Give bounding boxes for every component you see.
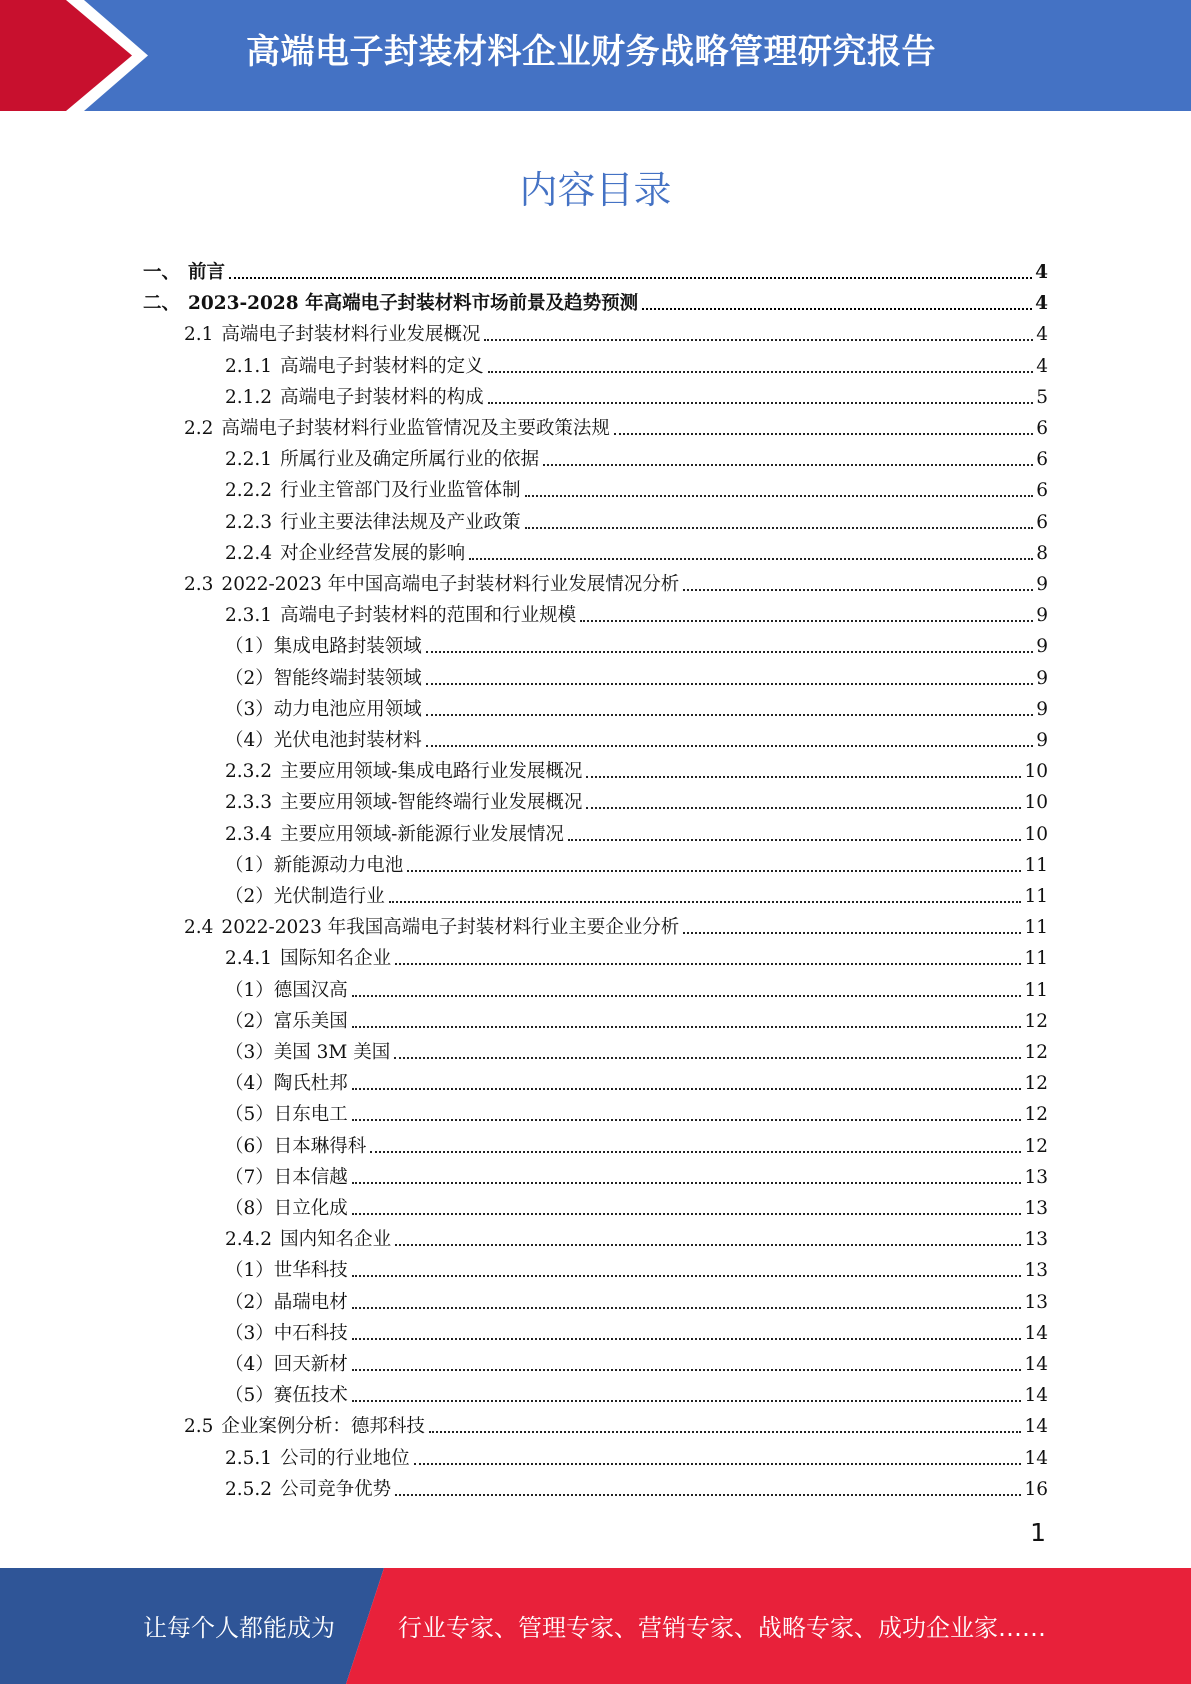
chevron-logo-icon [0, 0, 160, 111]
toc-entry-page: 10 [1024, 761, 1048, 783]
toc-leader-dots [683, 589, 1033, 591]
toc-entry-page: 14 [1024, 1385, 1048, 1407]
toc-entry-number: 2.4.1 [225, 948, 273, 970]
toc-entry-title: 行业主管部门及行业监管体制 [280, 480, 521, 502]
footer-slogan-right: 行业专家、管理专家、营销专家、战略专家、成功企业家…… [398, 1614, 1046, 1642]
toc-entry-title: 高端电子封装材料的构成 [280, 386, 484, 408]
toc-entry-page: 11 [1024, 854, 1048, 876]
toc-entry[interactable] [225, 1315, 1048, 1346]
toc-entry[interactable] [225, 1377, 1048, 1408]
toc-leader-dots [614, 433, 1033, 435]
toc-entry-title: 德国汉高 [273, 979, 348, 1001]
toc-entry-title: 光伏制造行业 [273, 886, 385, 907]
toc-leader-dots [426, 683, 1033, 685]
toc-entry[interactable] [225, 1096, 1048, 1127]
toc-entry[interactable] [225, 441, 1048, 472]
toc-entry-number: （8） [225, 1198, 274, 1219]
toc-entry-title: 企业案例分析：德邦科技 [221, 1416, 425, 1438]
toc-leader-dots [352, 1213, 1022, 1215]
toc-entry-title: 晶瑞电材 [273, 1291, 348, 1313]
toc-entry-number: 2.1 [184, 324, 214, 346]
toc-entry[interactable] [225, 940, 1048, 971]
toc-entry-title: 日本信越 [273, 1166, 348, 1188]
toc-entry-number: 2.4.2 [225, 1229, 273, 1251]
toc-entry[interactable] [225, 972, 1048, 1003]
toc-entry[interactable] [225, 348, 1048, 379]
toc-heading: 内容目录 [519, 168, 672, 212]
toc-entry-number: （1） [225, 979, 274, 1001]
toc-entry[interactable] [184, 909, 1048, 940]
toc-entry-title: 赛伍技术 [273, 1385, 348, 1407]
toc-entry[interactable] [225, 628, 1048, 659]
toc-leader-dots [484, 339, 1033, 341]
toc-leader-dots [352, 1026, 1022, 1028]
toc-leader-dots [488, 371, 1034, 373]
toc-entry-title: 中石科技 [273, 1322, 348, 1344]
toc-entry-page: 13 [1024, 1166, 1048, 1188]
toc-leader-dots [352, 1400, 1022, 1402]
toc-entry-title: 高端电子封装材料行业发展概况 [221, 324, 481, 346]
toc-entry-page: 14 [1024, 1447, 1048, 1469]
toc-entry-number: 2.2 [184, 418, 214, 439]
report-title: 高端电子封装材料企业财务战略管理研究报告 [246, 32, 936, 72]
toc-leader-dots [683, 932, 1021, 934]
toc-entry[interactable] [225, 691, 1048, 722]
toc-entry-page: 9 [1036, 605, 1048, 627]
toc-entry[interactable] [225, 504, 1048, 535]
toc-entry-page: 11 [1024, 979, 1048, 1001]
toc-entry-page: 12 [1024, 1010, 1048, 1032]
toc-entry-title: 2022-2023 年中国高端电子封装材料行业发展情况分析 [221, 574, 680, 595]
toc-entry[interactable] [225, 847, 1048, 878]
toc-entry-page: 13 [1024, 1291, 1048, 1313]
toc-leader-dots [568, 839, 1022, 841]
toc-entry-title: 前言 [188, 262, 226, 283]
toc-entry-title: 回天新材 [273, 1354, 348, 1375]
toc-entry-number: （2） [225, 667, 274, 689]
toc-entry[interactable] [184, 1408, 1048, 1439]
toc-leader-dots [395, 1494, 1021, 1496]
toc-entry[interactable] [184, 566, 1048, 597]
toc-entry[interactable] [225, 1252, 1048, 1283]
toc-leader-dots [395, 963, 1021, 965]
toc-entry-title: 高端电子封装材料行业监管情况及主要政策法规 [221, 418, 610, 439]
toc-entry[interactable] [225, 753, 1048, 784]
toc-leader-dots [370, 1151, 1021, 1153]
toc-entry[interactable] [225, 1003, 1048, 1034]
toc-entry[interactable] [225, 535, 1048, 566]
toc-entry-title: 公司的行业地位 [280, 1447, 410, 1469]
toc-entry-title: 富乐美国 [273, 1010, 348, 1032]
toc-entry-title: 新能源动力电池 [273, 854, 404, 876]
toc-entry-title: 国内知名企业 [280, 1229, 392, 1251]
toc-entry[interactable] [184, 410, 1048, 441]
toc-entry-page: 13 [1024, 1198, 1048, 1219]
toc-leader-dots [642, 308, 1032, 310]
toc-entry-page: 14 [1024, 1354, 1048, 1375]
toc-entry-number: 2.3.3 [225, 792, 273, 814]
toc-leader-dots [394, 1057, 1021, 1059]
header-band [0, 0, 1191, 111]
toc-entry-page: 11 [1024, 948, 1048, 970]
toc-leader-dots [426, 651, 1033, 653]
toc-entry-title: 集成电路封装领域 [273, 636, 422, 658]
toc-entry-page: 12 [1024, 1135, 1048, 1157]
toc-entry-title: 日立化成 [273, 1198, 348, 1219]
toc-leader-dots [586, 807, 1021, 809]
toc-leader-dots [352, 1088, 1022, 1090]
toc-entry-number: 2.1.2 [225, 386, 273, 408]
toc-entry[interactable] [225, 1221, 1048, 1252]
toc-entry-page: 14 [1024, 1416, 1048, 1438]
toc-entry[interactable] [143, 285, 1048, 316]
toc-entry-number: （4） [225, 1073, 274, 1095]
toc-entry[interactable] [225, 597, 1048, 628]
toc-entry[interactable] [225, 1440, 1048, 1471]
toc-entry-page: 4 [1036, 355, 1048, 377]
toc-entry[interactable] [225, 1190, 1048, 1221]
toc-entry[interactable] [225, 1346, 1048, 1377]
toc-entry-number: 一、 [143, 262, 181, 283]
toc-entry-number: 2.2.4 [225, 542, 273, 564]
toc-entry-title: 2023-2028 年高端电子封装材料市场前景及趋势预测 [188, 293, 639, 315]
toc-entry-number: （2） [225, 1291, 274, 1313]
toc-entry-number: 2.4 [184, 917, 214, 939]
toc-entry[interactable] [225, 1128, 1048, 1159]
toc-entry-number: （5） [225, 1385, 274, 1407]
toc-entry-page: 6 [1036, 418, 1048, 439]
toc-entry-page: 14 [1024, 1322, 1048, 1344]
toc-entry-page: 13 [1024, 1260, 1048, 1282]
toc-leader-dots [352, 1119, 1022, 1121]
toc-entry-title: 主要应用领域-智能终端行业发展概况 [280, 792, 583, 814]
toc-entry-title: 陶氏杜邦 [273, 1073, 348, 1095]
toc-entry[interactable] [184, 316, 1048, 347]
toc-entry-number: （3） [225, 1042, 274, 1063]
toc-entry-title: 国际知名企业 [280, 948, 392, 970]
footer-slogan-left: 让每个人都能成为 [143, 1614, 335, 1642]
toc-entry-page: 12 [1024, 1073, 1048, 1095]
toc-entry[interactable] [143, 254, 1048, 285]
toc-leader-dots [469, 558, 1033, 560]
toc-entry-number: 2.2.1 [225, 449, 273, 471]
toc-entry-title: 光伏电池封装材料 [273, 730, 422, 751]
toc-entry-number: 二、 [143, 293, 181, 315]
toc-entry-title: 主要应用领域-集成电路行业发展概况 [280, 761, 583, 783]
toc-leader-dots [429, 1431, 1022, 1433]
toc-leader-dots [488, 402, 1034, 404]
toc-entry[interactable] [225, 1065, 1048, 1096]
toc-entry-number: （2） [225, 886, 274, 907]
toc-entry-page: 8 [1036, 542, 1048, 564]
toc-leader-dots [352, 1182, 1022, 1184]
toc-leader-dots [426, 745, 1033, 747]
toc-leader-dots [414, 1463, 1022, 1465]
toc-entry-page: 10 [1024, 823, 1048, 845]
toc-entry-number: （5） [225, 1104, 274, 1126]
toc-entry-title: 对企业经营发展的影响 [280, 542, 466, 564]
toc-entry-page: 6 [1036, 480, 1048, 502]
toc-entry-number: （4） [225, 730, 274, 751]
toc-entry-title: 美国 3M 美国 [273, 1042, 391, 1063]
footer-band [0, 1568, 1191, 1684]
toc-leader-dots [426, 714, 1033, 716]
toc-entry-page: 16 [1024, 1478, 1048, 1500]
toc-entry-number: 2.2.3 [225, 511, 273, 533]
toc-entry-page: 12 [1024, 1042, 1048, 1063]
toc-entry-number: 2.3.2 [225, 761, 273, 783]
toc-leader-dots [352, 1307, 1022, 1309]
toc-entry-number: 2.2.2 [225, 480, 273, 502]
toc-entry[interactable] [225, 1159, 1048, 1190]
toc-entry-number: 2.1.1 [225, 355, 273, 377]
toc-entry-title: 高端电子封装材料的定义 [280, 355, 484, 377]
toc-entry-number: 2.5.1 [225, 1447, 273, 1469]
toc-leader-dots [352, 1275, 1022, 1277]
page-number: 1 [1030, 1518, 1046, 1547]
toc-entry-page: 4 [1036, 324, 1048, 346]
toc-entry[interactable] [225, 816, 1048, 847]
toc-entry-title: 高端电子封装材料的范围和行业规模 [280, 605, 577, 627]
toc-entry-page: 4 [1035, 293, 1048, 315]
toc-entry-number: （1） [225, 1260, 274, 1282]
toc-entry[interactable] [225, 1284, 1048, 1315]
toc-leader-dots [580, 620, 1033, 622]
toc-entry-number: （3） [225, 1322, 274, 1344]
toc-leader-dots [543, 464, 1033, 466]
toc-entry-number: （1） [225, 854, 274, 876]
toc-entry-page: 11 [1024, 886, 1048, 907]
toc-entry-title: 主要应用领域-新能源行业发展情况 [280, 823, 564, 845]
toc-entry-title: 世华科技 [273, 1260, 348, 1282]
toc-leader-dots [229, 277, 1032, 279]
toc-leader-dots [352, 1338, 1022, 1340]
toc-entry-title: 日本琳得科 [273, 1135, 367, 1157]
toc-entry-page: 13 [1024, 1229, 1048, 1251]
toc-entry-page: 6 [1036, 449, 1048, 471]
toc-entry-page: 11 [1024, 917, 1048, 939]
toc-leader-dots [407, 870, 1021, 872]
toc-entry[interactable] [225, 1034, 1048, 1065]
toc-entry[interactable] [225, 1471, 1048, 1502]
toc-entry[interactable] [225, 878, 1048, 909]
toc-entry-page: 9 [1036, 698, 1048, 720]
toc-entry[interactable] [225, 379, 1048, 410]
toc-leader-dots [525, 527, 1034, 529]
toc-leader-dots [395, 1244, 1021, 1246]
toc-entry-number: （2） [225, 1010, 274, 1032]
toc-entry-page: 12 [1024, 1104, 1048, 1126]
toc-entry-number: （4） [225, 1354, 274, 1375]
toc-leader-dots [586, 776, 1021, 778]
toc-entry-page: 10 [1024, 792, 1048, 814]
toc-entry-number: 2.3.1 [225, 605, 273, 627]
toc-entry-title: 动力电池应用领域 [273, 698, 422, 720]
toc-entry-page: 9 [1036, 636, 1048, 658]
toc-entry-page: 9 [1036, 667, 1048, 689]
toc-entry-number: （3） [225, 698, 274, 720]
toc-entry-number: 2.5 [184, 1416, 214, 1438]
toc-entry-page: 5 [1036, 386, 1048, 408]
toc-entry-number: 2.5.2 [225, 1478, 273, 1500]
toc-entry-title: 行业主要法律法规及产业政策 [280, 511, 521, 533]
toc-entry-number: （6） [225, 1135, 274, 1157]
toc-leader-dots [352, 1369, 1022, 1371]
toc-entry-title: 所属行业及确定所属行业的依据 [280, 449, 540, 471]
toc-entry-page: 6 [1036, 511, 1048, 533]
toc-entry-page: 9 [1036, 574, 1048, 595]
toc-entry[interactable] [225, 722, 1048, 753]
toc-entry-page: 4 [1035, 262, 1048, 283]
toc-leader-dots [525, 495, 1034, 497]
toc-entry-page: 9 [1036, 730, 1048, 751]
toc-entry-title: 日东电工 [273, 1104, 348, 1126]
toc-leader-dots [352, 995, 1022, 997]
toc-entry-number: （1） [225, 636, 274, 658]
toc-leader-dots [389, 901, 1022, 903]
toc-entry[interactable] [225, 660, 1048, 691]
toc-entry-number: 2.3.4 [225, 823, 273, 845]
toc-entry-title: 公司竞争优势 [280, 1478, 392, 1500]
toc-entry-number: （7） [225, 1166, 274, 1188]
toc-entry-title: 2022-2023 年我国高端电子封装材料行业主要企业分析 [221, 917, 680, 939]
toc-entry[interactable] [225, 472, 1048, 503]
toc-entry[interactable] [225, 784, 1048, 815]
toc-entry-number: 2.3 [184, 574, 214, 595]
toc-entry-title: 智能终端封装领域 [273, 667, 422, 689]
